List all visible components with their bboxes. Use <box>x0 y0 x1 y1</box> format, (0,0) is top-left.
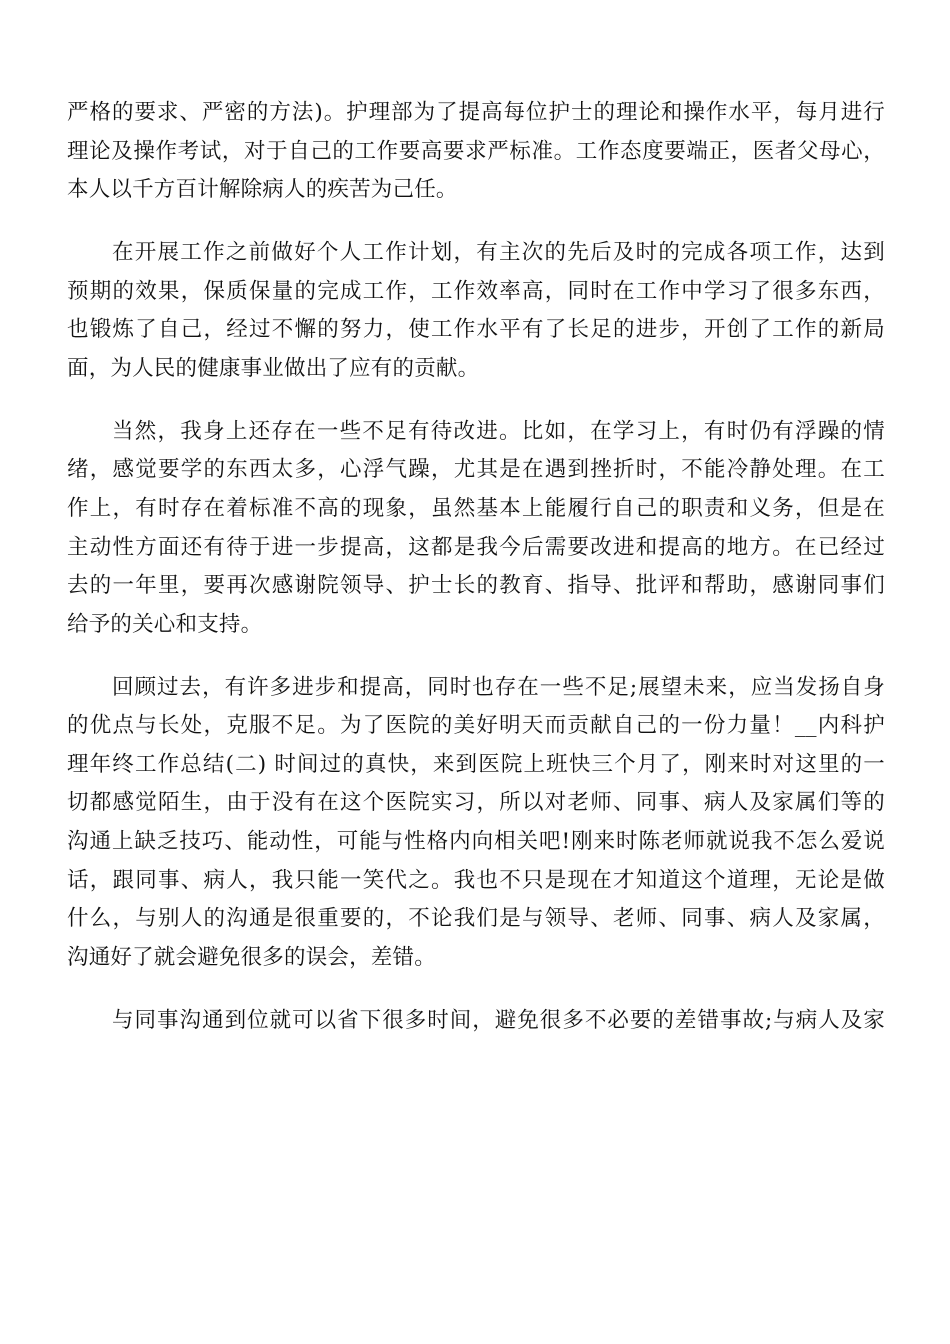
paragraph-spacer <box>67 644 885 668</box>
paragraph-spacer <box>67 977 885 1001</box>
text-line: 绪，感觉要学的东西太多，心浮气躁，尤其是在遇到挫折时，不能冷静处理。在工 <box>67 457 885 483</box>
text-line: 预期的效果，保质保量的完成工作，工作效率高，同时在工作中学习了很多东西， <box>67 278 885 304</box>
paragraph-spacer <box>67 210 885 234</box>
text-line: 沟通好了就会避免很多的误会，差错。 <box>67 944 436 970</box>
text-line: 什么，与别人的沟通是很重要的，不论我们是与领导、老师、同事、病人及家属， <box>67 906 885 932</box>
paragraph-spacer <box>67 388 885 412</box>
text-line: 切都感觉陌生，由于没有在这个医院实习，所以对老师、同事、病人及家属们等的 <box>67 790 885 816</box>
paragraph <box>67 413 885 645</box>
text-line: 去的一年里，要再次感谢院领导、护士长的教育、指导、批评和帮助，感谢同事们 <box>67 573 885 599</box>
text-line: 面，为人民的健康事业做出了应有的贡献。 <box>67 355 480 381</box>
text-line: 理论及操作考试，对于自己的工作要高要求严标准。工作态度要端正，医者父母心， <box>67 138 885 164</box>
paragraph <box>67 94 885 210</box>
text-line: 的优点与长处，克服不足。为了医院的美好明天而贡献自己的一份力量！__内科护 <box>67 713 885 739</box>
text-line: 本人以千方百计解除病人的疾苦为己任。 <box>67 177 458 203</box>
text-line: 与同事沟通到位就可以省下很多时间，避免很多不必要的差错事故;与病人及家 <box>112 1007 885 1033</box>
text-line: 当然，我身上还存在一些不足有待改进。比如，在学习上，有时仍有浮躁的情 <box>112 418 885 444</box>
paragraph <box>67 234 885 388</box>
document-body <box>67 94 885 1040</box>
paragraph <box>67 1002 885 1041</box>
paragraph <box>67 669 885 978</box>
text-line: 沟通上缺乏技巧、能动性，可能与性格内向相关吧!刚来时陈老师就说我不怎么爱说 <box>67 828 885 854</box>
text-line: 话，跟同事、病人，我只能一笑代之。我也不只是现在才知道这个道理，无论是做 <box>67 867 885 893</box>
text-line: 也锻炼了自己，经过不懈的努力，使工作水平有了长足的进步，开创了工作的新局 <box>67 317 885 343</box>
text-line: 严格的要求、严密的方法)。护理部为了提高每位护士的理论和操作水平，每月进行 <box>67 100 885 125</box>
text-line: 给予的关心和支持。 <box>67 611 263 637</box>
text-line: 作上，有时存在着标准不高的现象，虽然基本上能履行自己的职责和义务，但是在 <box>67 495 885 521</box>
text-line: 在开展工作之前做好个人工作计划，有主次的先后及时的完成各项工作，达到 <box>112 240 885 266</box>
text-line: 理年终工作总结(二) 时间过的真快，来到医院上班快三个月了，刚来时对这里的一 <box>67 751 885 777</box>
text-line: 主动性方面还有待于进一步提高，这都是我今后需要改进和提高的地方。在已经过 <box>67 534 885 560</box>
text-line: 回顾过去，有许多进步和提高，同时也存在一些不足;展望未来，应当发扬自身 <box>112 674 885 700</box>
